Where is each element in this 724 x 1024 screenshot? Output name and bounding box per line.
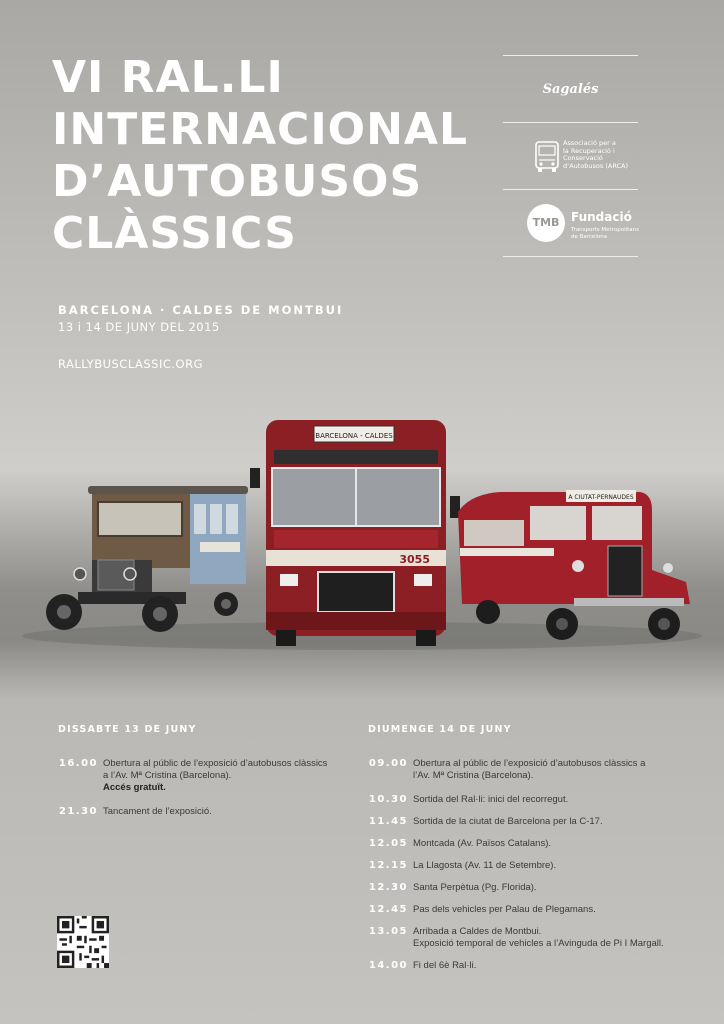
saturday-heading: DISSABTE 13 DE JUNY (58, 724, 197, 735)
schedule-time: 10.30 (368, 794, 408, 805)
schedule-description: Pas dels vehicles per Palau de Plegamans. (413, 904, 596, 915)
vintage-blue-bus (46, 486, 248, 632)
arca-line: Associació per a (563, 139, 616, 147)
schedule-description (413, 926, 664, 950)
tmb-desc-line: Transports Metropolitans (571, 227, 640, 233)
schedule-time: 09.00 (368, 758, 408, 769)
arca-line: la Recuperació i (563, 146, 615, 155)
red-pegaso-bus (250, 420, 460, 646)
schedule-time: 12.15 (368, 860, 408, 871)
description-line: Exposició temporal de vehicles a l’Avinguda de Pi I Margall. (413, 938, 664, 949)
qr-code[interactable] (57, 916, 109, 968)
schedule-description (103, 758, 327, 794)
website-link[interactable]: RALLYBUSCLASSIC.ORG (58, 357, 204, 371)
schedule-description: Tancament de l’exposició. (103, 806, 212, 817)
schedule-time: 12.45 (368, 904, 408, 915)
schedule-description: Montcada (Av. Països Catalans). (413, 838, 551, 849)
schedule-description (413, 758, 645, 782)
red-vintage-bus (458, 490, 690, 640)
event-dates: 13 i 14 DE JUNY DEL 2015 (58, 320, 220, 334)
schedule-time: 21.30 (58, 806, 98, 817)
sunday-heading: DIUMENGE 14 DE JUNY (368, 724, 512, 735)
schedule-description: La Llagosta (Av. 11 de Setembre). (413, 860, 557, 871)
title-line: VI RAL.LI (52, 52, 284, 103)
schedule-time: 11.45 (368, 816, 408, 827)
schedule-description: Sortida de la ciutat de Barcelona per la C-17. (413, 816, 603, 827)
tmb-badge: TMB (527, 204, 565, 242)
event-cities: BARCELONA · CALDES DE MONTBUI (58, 303, 344, 317)
schedule-time: 12.05 (368, 838, 408, 849)
title-line: D’AUTOBUSOS (52, 156, 423, 207)
description-line: Arribada a Caldes de Montbui. (413, 926, 542, 937)
arca-line: Conservació (563, 154, 603, 162)
title-line: CLÀSSICS (52, 208, 297, 259)
route-sign: A CIUTAT-PERNAUDES (568, 494, 634, 501)
description-line: Obertura al públic de l’exposició d’autobusos clàssics a (413, 758, 646, 769)
tmb-foundation-name: Fundació (571, 210, 632, 224)
description-line: l’Av. Mª Cristina (Barcelona). (413, 770, 534, 781)
description-line: Obertura al públic de l’exposició d’autobusos clàssics (103, 758, 328, 769)
free-access-note: Accés gratuït. (103, 782, 166, 793)
description-line: a l’Av. Mª Cristina (Barcelona). (103, 770, 232, 781)
destination-sign: BARCELONA - CALDES (315, 432, 393, 440)
schedule-time: 14.00 (368, 960, 408, 971)
schedule-time: 12.30 (368, 882, 408, 893)
schedule-time: 16.00 (58, 758, 98, 769)
sagales-wordmark: Sagalés (542, 82, 599, 97)
schedule-description: Santa Perpètua (Pg. Florida). (413, 882, 537, 893)
schedule-description: Sortida del Ral·li: inici del recorregut. (413, 794, 569, 805)
tmb-desc-line: de Barcelona (571, 234, 608, 240)
schedule-description: Fi del 6è Ral·li. (413, 960, 477, 971)
arca-line: d’Autobusos (ARCA) (563, 161, 629, 170)
schedule-time: 13.05 (368, 926, 408, 937)
fleet-number: 3055 (399, 553, 430, 566)
title-line: INTERNACIONAL (52, 104, 469, 155)
